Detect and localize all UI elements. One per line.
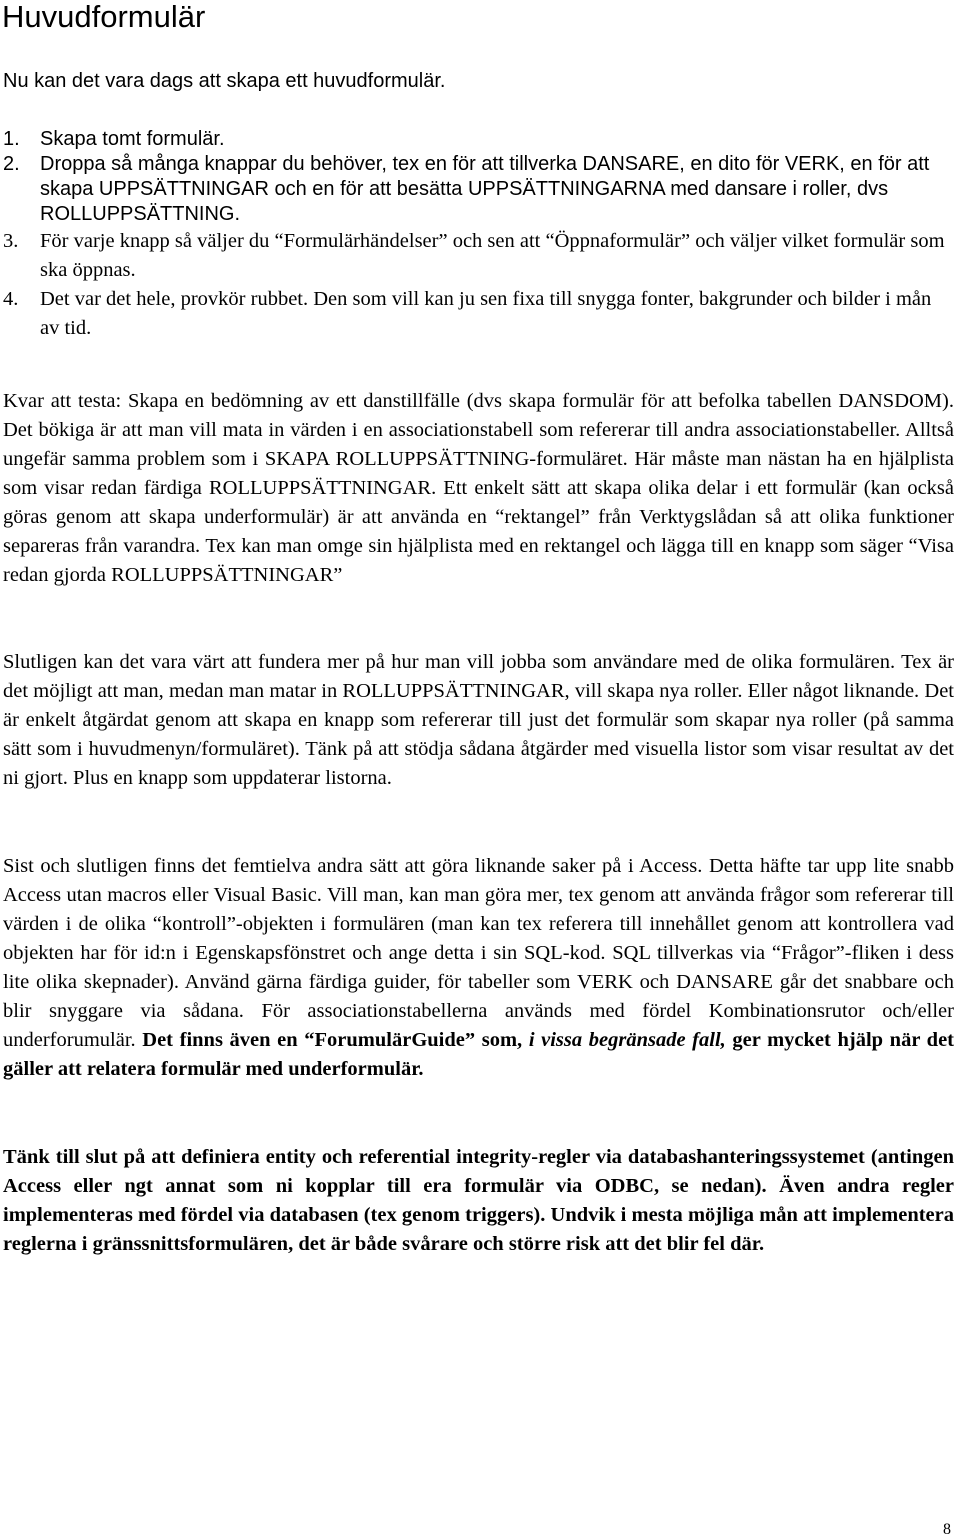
paragraph-text: Sist och slutligen finns det femtielva andra sätt att göra liknande saker på i Access. Detta häfte tar upp lite snabb Access utan macros eller Visual Basic. Vill man, kan man göra mer, tex genom att använda frågor som refererar till värden i de olika “kontroll”-objekten i formulären (man kan tex referera till innehållet genom att kontrollera vad objekten har för id:n i Egenskapsfönstret och ange detta i sin SQL-kod. SQL tillverkas via “Frågor”-fliken i dess lite olika skepnader). Använd gärna färdiga guider, för tabeller som VERK och DANSARE går det snabbare och blir snyggare via sådana. För associationstabellerna används med fördel Kombinationsrutor och/eller underforumulär. [3,855,954,1051]
list-item-text: För varje knapp så väljer du “Formulärhändelser” och sen att “Öppnaformulär” och väljer vilket formulär som ska öppnas. [40,230,945,281]
intro-text: Nu kan det vara dags att skapa ett huvudformulär. [3,70,446,92]
paragraph-slutligen: Slutligen kan det vara värt att fundera mer på hur man vill jobba som användare med de olika formulären. Tex är det möjligt att man, medan man matar in ROLLUPPSÄTTNINGAR, vill skapa nya roller. Eller något liknande. Det är enkelt åtgärdat genom att skapa en knapp som refererar till just det formulär som skapar nya roller (på samma sätt som i huvudmenyn/formuläret). Tänk på att stödja sådana åtgärder med visuella listor som visar resultat av det ni gjort. Plus en knapp som uppdaterar listorna. [3,651,954,789]
bold-italic-text: i vissa begränsade fall, [528,1029,726,1051]
list-item [0,227,945,285]
list-item-number: 4. [3,288,19,310]
list-item-text: Det var det hele, provkör rubbet. Den som vill kan ju sen fixa till snygga fonter, bakgrunder och bilder i mån av tid. [40,288,932,339]
list-item-number: 2. [3,153,20,175]
bold-text: ger mycket hjälp när det gäller att relatera formulär med underformulär. [3,1029,955,1080]
list-item-number: 3. [3,230,19,252]
page-number: 8 [943,1521,951,1538]
bold-text: Det finns även en “ForumulärGuide” som, [142,1029,523,1051]
list-item [0,127,945,152]
bold-text: Tänk till slut på att definiera entity och referential integrity-regler via databashanteringssystemet (antingen Access eller ngt annat som ni kopplar till era formulär via ODBC, se nedan). Även andra regler implementeras med fördel via databasen (tex genom triggers). Undvik i mesta möjliga mån att implementera reglerna i gränssnittsformulären, det är både svårare och större risk att det blir fel där. [3,1146,954,1255]
steps-list [0,127,945,343]
list-item [0,285,945,343]
page-title: Huvudformulär [2,0,206,34]
paragraph-kvar-att-testa: Kvar att testa: Skapa en bedömning av ett danstillfälle (dvs skapa formulär för att befolka tabellen DANSDOM). Det bökiga är att man vill mata in värden i en associationstabell som refererar till andra associationstabeller. Alltså ungefär samma problem som i SKAPA ROLLUPPSÄTTNING-formuläret. Här måste man nästan ha en hjälplista som visar redan färdiga ROLLUPPSÄTTNINGAR. Ett enkelt sätt att skapa olika delar i ett formulär (kan också göras genom att skapa underformulär) är att använda en “rektangel” från Verktygslådan så att olika funktioner separeras från varandra. Tex kan man omge sin hjälplista med en rektangel och lägga till en knapp som säger “Visa redan gjorda ROLLUPPSÄTTNINGAR” [3,390,954,586]
list-item-text: Droppa så många knappar du behöver, tex en för att tillverka DANSARE, en dito för VERK, en för att skapa UPPSÄTTNINGAR och en för att besätta UPPSÄTTNINGARNA med dansare i roller, dvs ROLLUPPSÄTTNING. [40,153,930,225]
paragraph-sist-och-slutligen [3,852,954,1084]
list-item-text: Skapa tomt formulär. [40,128,225,150]
paragraph-tank-till-slut [3,1143,954,1259]
list-item [0,152,945,227]
list-item-number: 1. [3,128,20,150]
